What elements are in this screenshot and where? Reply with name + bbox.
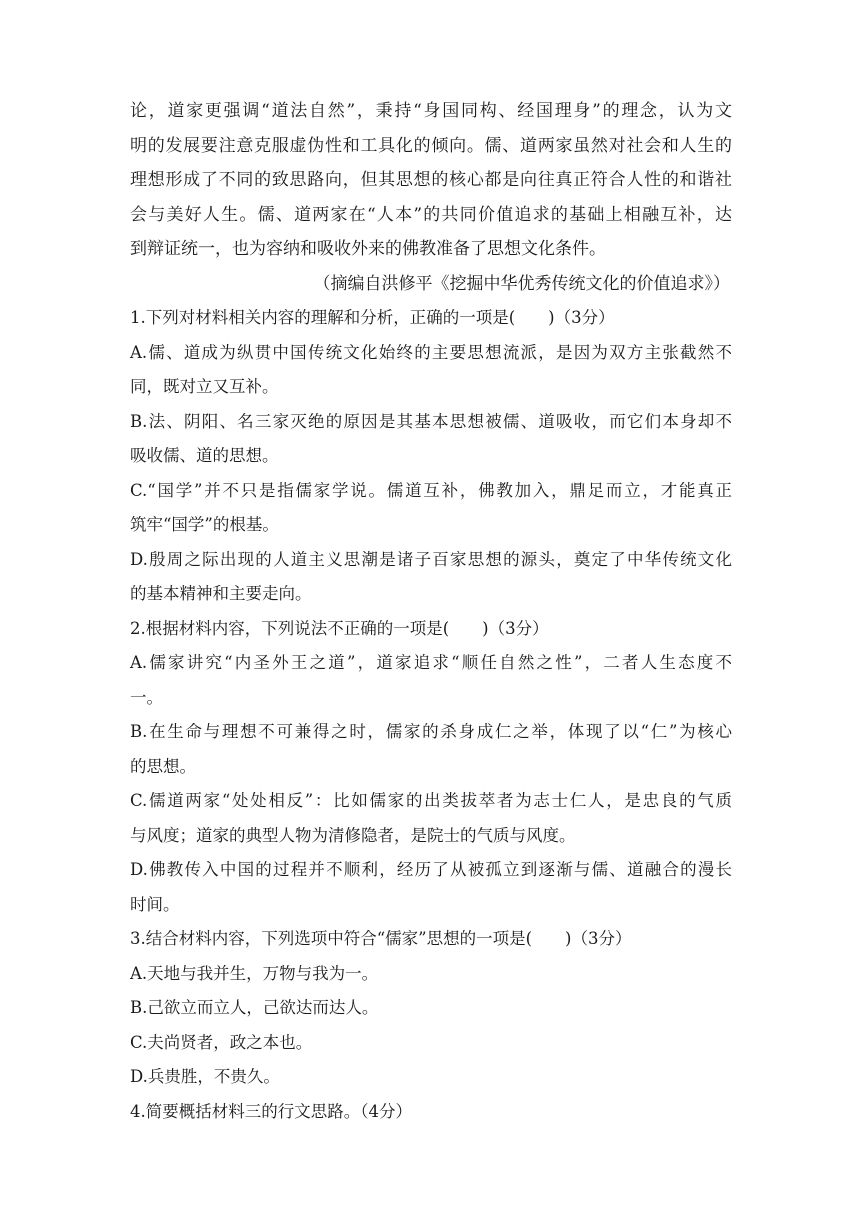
question-option (130, 991, 732, 1026)
question-stem: 2.根据材料内容，下列说法不正确的一项是( )（3分） (130, 618, 549, 638)
question-stem: 1.下列对材料相关内容的理解和分析，正确的一项是( )（3分） (130, 308, 615, 327)
question-option (130, 405, 732, 474)
option-line: 吸收儒、道的思想。 (130, 446, 279, 465)
option-line: A.儒、道成为纵贯中国传统文化始终的主要思想流派，是因为双方主张截然不 (130, 342, 732, 362)
option-line: B.在生命与理想不可兼得之时，儒家的杀身成仁之举，体现了以“仁”为核心 (130, 722, 732, 741)
question-option (130, 1026, 732, 1061)
question-stem: 4.简要概括材料三的行文思路。（4分） (130, 1101, 412, 1121)
option-line: C.夫尚贤者，政之本也。 (130, 1032, 313, 1052)
option-line: A.儒家讲究“内圣外王之道”，道家追求“顺任自然之性”，二者人生态度不 (130, 653, 732, 672)
option-line: B.己欲立而立人，己欲达而达人。 (130, 998, 379, 1017)
question-stem: 3.结合材料内容，下列选项中符合“儒家”思想的一项是( )（3分） (130, 929, 632, 948)
question-option (130, 474, 732, 543)
question-option (130, 1060, 732, 1095)
question-option (130, 784, 732, 853)
option-line: 的思想。 (130, 756, 196, 776)
question-option (130, 715, 732, 784)
passage-source: （摘编自洪修平《挖掘中华优秀传统文化的价值追求》） (313, 273, 730, 294)
option-line: D.殷周之际出现的人道主义思潮是诸子百家思想的源头，奠定了中华传统文化 (130, 549, 732, 569)
option-line: B.法、阴阳、名三家灭绝的原因是其基本思想被儒、道吸收，而它们本身却不 (130, 411, 732, 431)
passage-line: 到辩证统一，也为容纳和吸收外来的佛教准备了思想文化条件。 (130, 239, 606, 259)
document-page (130, 94, 732, 1129)
option-line: 筑牢“国学”的根基。 (130, 515, 279, 534)
option-line: D.兵贵胜，不贵久。 (130, 1067, 280, 1086)
passage-paragraph (130, 94, 732, 267)
question-option (130, 853, 732, 922)
question-option (130, 957, 732, 992)
question-option (130, 646, 732, 715)
passage-line: 论，道家更强调“道法自然”，秉持“身国同构、经国理身”的理念，认为文 (130, 101, 732, 121)
option-line: 与风度；道家的典型人物为清修隐者，是院士的气质与风度。 (130, 825, 576, 845)
option-line: A.天地与我并生，万物与我为一。 (130, 963, 379, 983)
option-line: 一。 (130, 687, 163, 707)
option-line: D.佛教传入中国的过程并不顺利，经历了从被孤立到逐渐与儒、道融合的漫长 (130, 860, 732, 879)
option-line: 同，既对立又互补。 (130, 377, 279, 396)
question-option (130, 336, 732, 405)
passage-line: 明的发展要注意克服虚伪性和工具化的倾向。儒、道两家虽然对社会和人生的 (130, 135, 732, 156)
option-line: C.“国学”并不只是指儒家学说。儒道互补，佛教加入，鼎足而立，才能真正 (130, 480, 732, 500)
passage-line: 理想形成了不同的致思路向，但其思想的核心都是向往真正符合人性的和谐社 (130, 170, 732, 190)
option-line: 的基本精神和主要走向。 (130, 584, 312, 603)
option-line: C.儒道两家“处处相反”：比如儒家的出类拔萃者为志士仁人，是忠良的气质 (130, 791, 732, 810)
question-option (130, 543, 732, 612)
option-line: 时间。 (130, 894, 180, 914)
passage-line: 会与美好人生。儒、道两家在“人本”的共同价值追求的基础上相融互补，达 (130, 204, 732, 225)
